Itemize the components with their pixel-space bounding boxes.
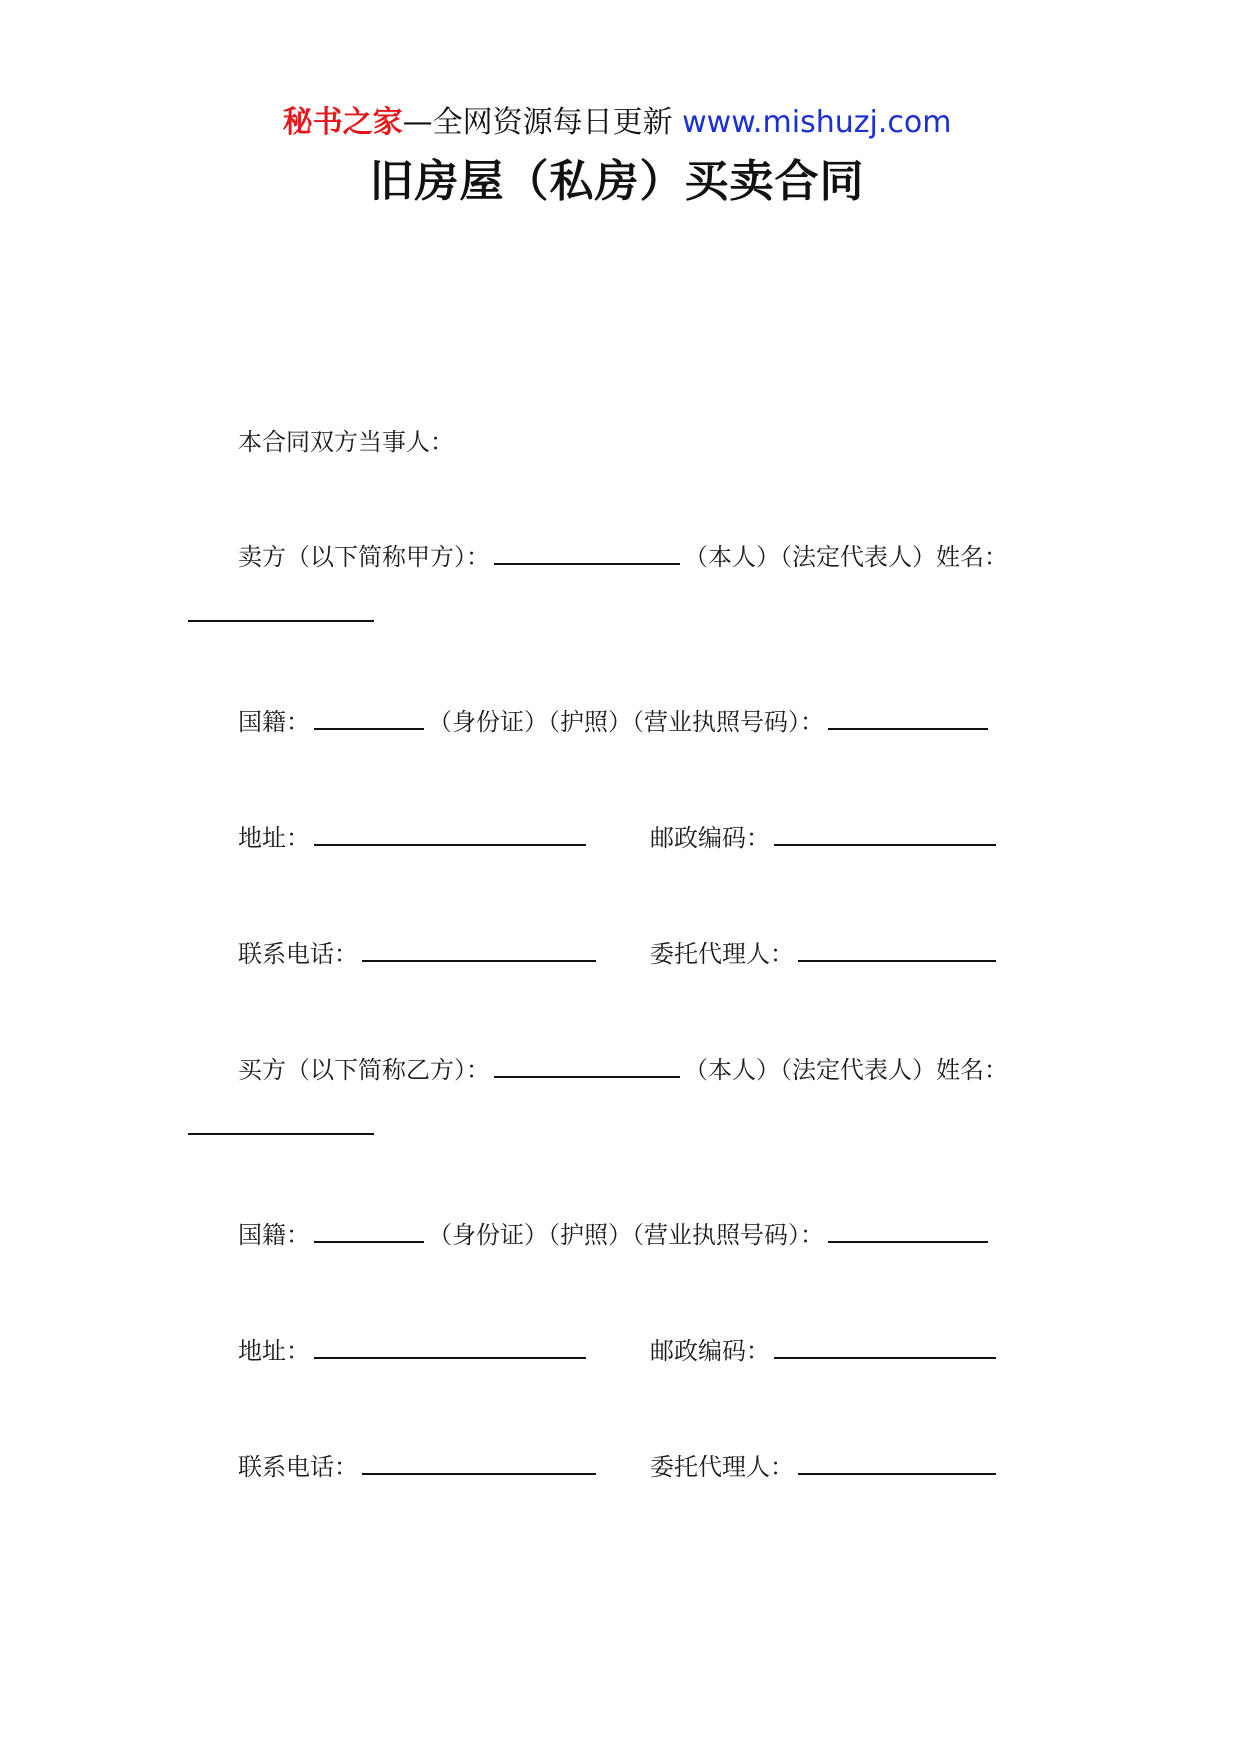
buyer-nationality-row: [238, 1219, 992, 1251]
buyer-rep-label: （本人）（法定代表人）姓名：: [684, 1056, 1008, 1084]
document-title: 旧房屋（私房）买卖合同: [369, 156, 865, 207]
buyer-name-blank[interactable]: [494, 1056, 680, 1078]
seller-phone-row: [238, 938, 600, 970]
seller-agent-label: 委托代理人：: [650, 940, 794, 968]
seller-agent-blank[interactable]: [798, 940, 996, 962]
site-url[interactable]: www.mishuzj.com: [682, 105, 952, 140]
buyer-address-row: [238, 1335, 590, 1367]
buyer-id-label: （身份证）（护照）（营业执照号码）：: [428, 1221, 824, 1249]
buyer-agent-label: 委托代理人：: [650, 1453, 794, 1481]
buyer-id-blank[interactable]: [828, 1221, 988, 1243]
seller-name-blank[interactable]: [494, 543, 680, 565]
seller-postcode-row: [650, 822, 1000, 854]
seller-party-row: [238, 541, 1008, 573]
seller-id-blank[interactable]: [828, 708, 988, 730]
buyer-nationality-label: 国籍：: [238, 1221, 310, 1249]
seller-rep-name-blank[interactable]: [188, 620, 374, 622]
seller-address-blank[interactable]: [314, 824, 586, 846]
seller-nationality-row: [238, 706, 992, 738]
buyer-agent-blank[interactable]: [798, 1453, 996, 1475]
seller-nationality-label: 国籍：: [238, 708, 310, 736]
seller-agent-row: [650, 938, 1000, 970]
seller-nationality-blank[interactable]: [314, 708, 424, 730]
seller-address-label: 地址：: [238, 824, 310, 852]
seller-party-label: 卖方（以下简称甲方）：: [238, 543, 490, 571]
buyer-postcode-blank[interactable]: [774, 1337, 996, 1359]
seller-address-row: [238, 822, 590, 854]
buyer-address-blank[interactable]: [314, 1337, 586, 1359]
buyer-nationality-blank[interactable]: [314, 1221, 424, 1243]
seller-phone-label: 联系电话：: [238, 940, 358, 968]
seller-postcode-label: 邮政编码：: [650, 824, 770, 852]
buyer-address-label: 地址：: [238, 1337, 310, 1365]
buyer-postcode-row: [650, 1335, 1000, 1367]
intro-text: 本合同双方当事人：: [238, 428, 454, 456]
buyer-phone-blank[interactable]: [362, 1453, 596, 1475]
seller-phone-blank[interactable]: [362, 940, 596, 962]
buyer-party-label: 买方（以下简称乙方）：: [238, 1056, 490, 1084]
buyer-rep-name-blank[interactable]: [188, 1133, 374, 1135]
seller-id-label: （身份证）（护照）（营业执照号码）：: [428, 708, 824, 736]
buyer-postcode-label: 邮政编码：: [650, 1337, 770, 1365]
brand-name: 秘书之家: [282, 105, 403, 140]
seller-rep-label: （本人）（法定代表人）姓名：: [684, 543, 1008, 571]
buyer-phone-row: [238, 1451, 600, 1483]
buyer-agent-row: [650, 1451, 1000, 1483]
site-header: [0, 103, 1234, 143]
buyer-phone-label: 联系电话：: [238, 1453, 358, 1481]
header-slogan: —全网资源每日更新: [402, 105, 673, 140]
seller-postcode-blank[interactable]: [774, 824, 996, 846]
buyer-party-row: [238, 1054, 1008, 1086]
